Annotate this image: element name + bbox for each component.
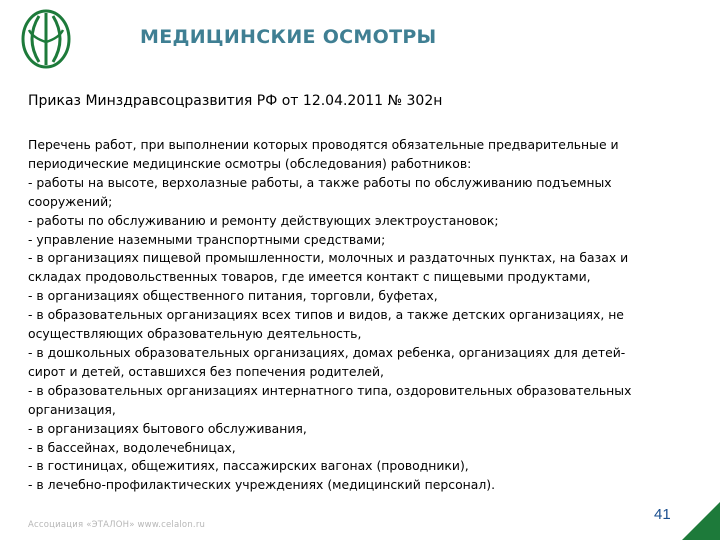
list-line: Перечень работ, при выполнении которых проводятся обязательные предварительные и: [28, 137, 619, 152]
list-line: - в организациях общественного питания, торговли, буфетах,: [28, 288, 438, 304]
work-list: [28, 136, 700, 495]
list-line: сирот и детей, оставшихся без попечения родителей,: [28, 363, 384, 379]
list-line: - в гостиницах, общежитиях, пассажирских вагонах (проводники),: [28, 458, 469, 474]
list-line: организация,: [28, 401, 116, 417]
list-line: - в организациях пищевой промышленности, молочных и раздаточных пунктах, на базах и: [28, 250, 629, 266]
list-line: складах продовольственных товаров, где имеется контакт с пищевыми продуктами,: [28, 269, 591, 285]
etalon-leaf-logo-icon: [21, 8, 71, 70]
list-line: - в образовательных организациях всех типов и видов, а также детских организациях, не: [28, 307, 624, 323]
list-line: осуществляющих образовательную деятельность,: [28, 326, 362, 342]
order-reference: Приказ Минздравсоцразвития РФ от 12.04.2011 № 302н: [28, 93, 443, 109]
list-line: - работы на высоте, верхолазные работы, а также работы по обслуживанию подъемных: [28, 174, 612, 190]
corner-decoration: [682, 502, 720, 540]
list-line: - в образовательных организациях интернатного типа, оздоровительных образовательных: [28, 382, 632, 398]
list-line: - работы по обслуживанию и ремонту действующих электроустановок;: [28, 212, 499, 228]
list-line: - в лечебно-профилактических учреждениях (медицинский персонал).: [28, 477, 496, 493]
page-title: МЕДИЦИНСКИЕ ОСМОТРЫ: [140, 26, 437, 48]
footer-text: Ассоциация «ЭТАЛОН» www.celalon.ru: [28, 520, 206, 530]
list-line: - управление наземными транспортными средствами;: [28, 231, 386, 247]
list-line: - в бассейнах, водолечебницах,: [28, 439, 236, 455]
list-line: - в дошкольных образовательных организациях, домах ребенка, организациях для детей-: [28, 344, 626, 360]
list-line: - в организациях бытового обслуживания,: [28, 420, 307, 436]
page-number: 41: [654, 506, 671, 523]
list-line: сооружений;: [28, 193, 113, 209]
list-line: периодические медицинские осмотры (обследования) работников:: [28, 155, 472, 171]
